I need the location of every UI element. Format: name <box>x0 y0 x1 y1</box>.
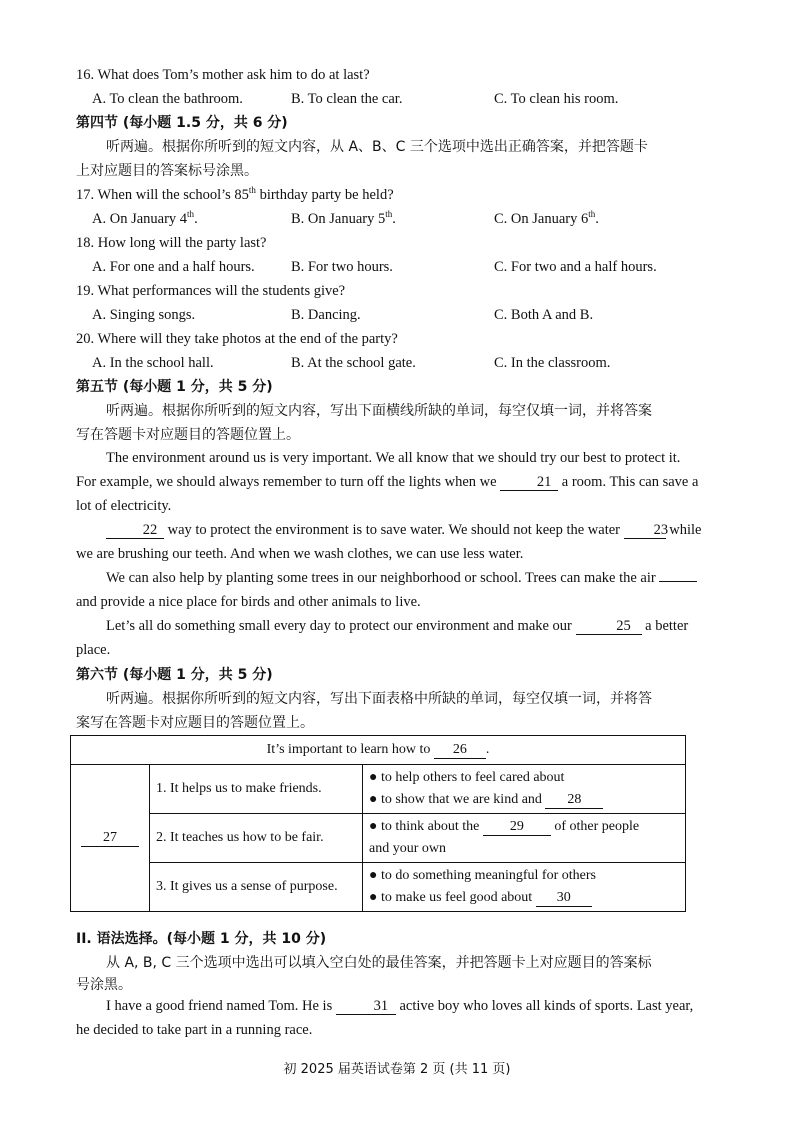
section-6-title: 第六节 (每小题 1 分，共 5 分) <box>76 667 273 683</box>
blank-22: 22 <box>106 522 164 539</box>
blank-26: 26 <box>434 742 486 759</box>
q20-option-b: B. At the school gate. <box>291 355 416 371</box>
table-row-1-details: ● to help others to feel cared about ● to show that we are kind and 28 <box>363 765 686 814</box>
page-footer: 初 2025 届英语试卷第 2 页 (共 11 页) <box>283 1062 511 1077</box>
q18-option-b: B. For two hours. <box>291 259 393 275</box>
blank-27: 27 <box>81 830 139 847</box>
q19-option-c: C. Both A and B. <box>494 307 594 323</box>
blank-28: 28 <box>545 792 603 809</box>
blank-31: 31 <box>336 998 396 1015</box>
section-6-instruction-line1: 听两遍。根据你所听到的短文内容，写出下面表格中所缺的单词，每空仅填一词，并将答 <box>106 691 652 707</box>
q17-option-b: B. On January 5th. <box>291 209 396 227</box>
blank-21: 21 <box>500 474 558 491</box>
table-row-3-reason: 3. It gives us a sense of purpose. <box>150 863 363 912</box>
section-5-title: 第五节 (每小题 1 分，共 5 分) <box>76 379 273 395</box>
blank-25: 25 <box>576 618 642 635</box>
blank-24 <box>659 581 697 582</box>
blank-29: 29 <box>483 819 551 836</box>
question-17: 17. When will the school’s 85th birthday party be held? <box>76 185 394 203</box>
q20-option-a: A. In the school hall. <box>92 355 214 371</box>
blank-30: 30 <box>536 890 592 907</box>
info-table <box>70 735 686 912</box>
q16-option-a: A. To clean the bathroom. <box>92 91 243 107</box>
table-cell-27 <box>71 765 150 912</box>
section-4-title: 第四节 (每小题 1.5 分，共 6 分) <box>76 115 288 131</box>
part-2-instruction-line1: 从 A, B, C 三个选项中选出可以填入空白处的最佳答案，并把答题卡上对应题目的答案标 <box>106 955 652 971</box>
table-row-2-details: ● to think about the 29 of other people and your own <box>363 814 686 863</box>
section-4-instruction-line1: 听两遍。根据你所听到的短文内容，从 A、B、C 三个选项中选出正确答案，并把答题卡 <box>106 139 648 155</box>
q16-option-b: B. To clean the car. <box>291 91 403 107</box>
table-row-3-details: ● to do something meaningful for others ● to make us feel good about 30 <box>363 863 686 912</box>
q20-option-c: C. In the classroom. <box>494 355 611 371</box>
table-row-2-reason: 2. It teaches us how to be fair. <box>150 814 363 863</box>
question-16: 16. What does Tom’s mother ask him to do at last? <box>76 67 370 83</box>
passage-paragraph-3: We can also help by planting some trees in our neighborhood or school. Trees can make the air and provide a nice place for birds and other animals to live. <box>76 566 702 614</box>
section-5-instruction-line2: 写在答题卡对应题目的答题位置上。 <box>76 427 300 443</box>
passage-paragraph-1: The environment around us is very important. We all know that we should try our best to protect it. For example, we should always remember to turn off the lights when we 21 a room. This can save a lot of electricity. <box>76 450 699 514</box>
question-19: 19. What performances will the students give? <box>76 283 346 299</box>
passage-paragraph-2: 22 way to protect the environment is to save water. We should not keep the water 23 while we are brushing our teeth. And when we wash clothes, we can use less water. <box>76 522 702 562</box>
question-18: 18. How long will the party last? <box>76 235 267 251</box>
table-row-1-reason: 1. It helps us to make friends. <box>150 765 363 814</box>
part-2-instruction-line2: 号涂黑。 <box>76 977 132 993</box>
grammar-passage: I have a good friend named Tom. He is 31 active boy who loves all kinds of sports. Last year, he decided to take part in a running race. <box>76 998 694 1038</box>
section-5-instruction-line1: 听两遍。根据你所听到的短文内容，写出下面横线所缺的单词，每空仅填一词，并将答案 <box>106 403 652 419</box>
section-4-instruction-line2: 上对应题目的答案标号涂黑。 <box>76 163 258 179</box>
question-20: 20. Where will they take photos at the end of the party? <box>76 331 398 347</box>
q19-option-b: B. Dancing. <box>291 307 361 323</box>
q18-option-a: A. For one and a half hours. <box>92 259 255 275</box>
q18-option-c: C. For two and a half hours. <box>494 259 657 275</box>
section-6-instruction-line2: 案写在答题卡对应题目的答题位置上。 <box>76 715 314 731</box>
part-2-title: II. 语法选择。(每小题 1 分，共 10 分) <box>76 931 327 947</box>
q17-option-c: C. On January 6th. <box>494 209 599 227</box>
blank-23: 23 <box>624 522 666 539</box>
table-header: It’s important to learn how to 26 . <box>71 736 686 765</box>
passage-paragraph-4: Let’s all do something small every day to protect our environment and make our 25 a better place. <box>76 618 689 658</box>
q17-option-a: A. On January 4th. <box>92 209 198 227</box>
q16-option-c: C. To clean his room. <box>494 91 619 107</box>
q19-option-a: A. Singing songs. <box>92 307 196 323</box>
